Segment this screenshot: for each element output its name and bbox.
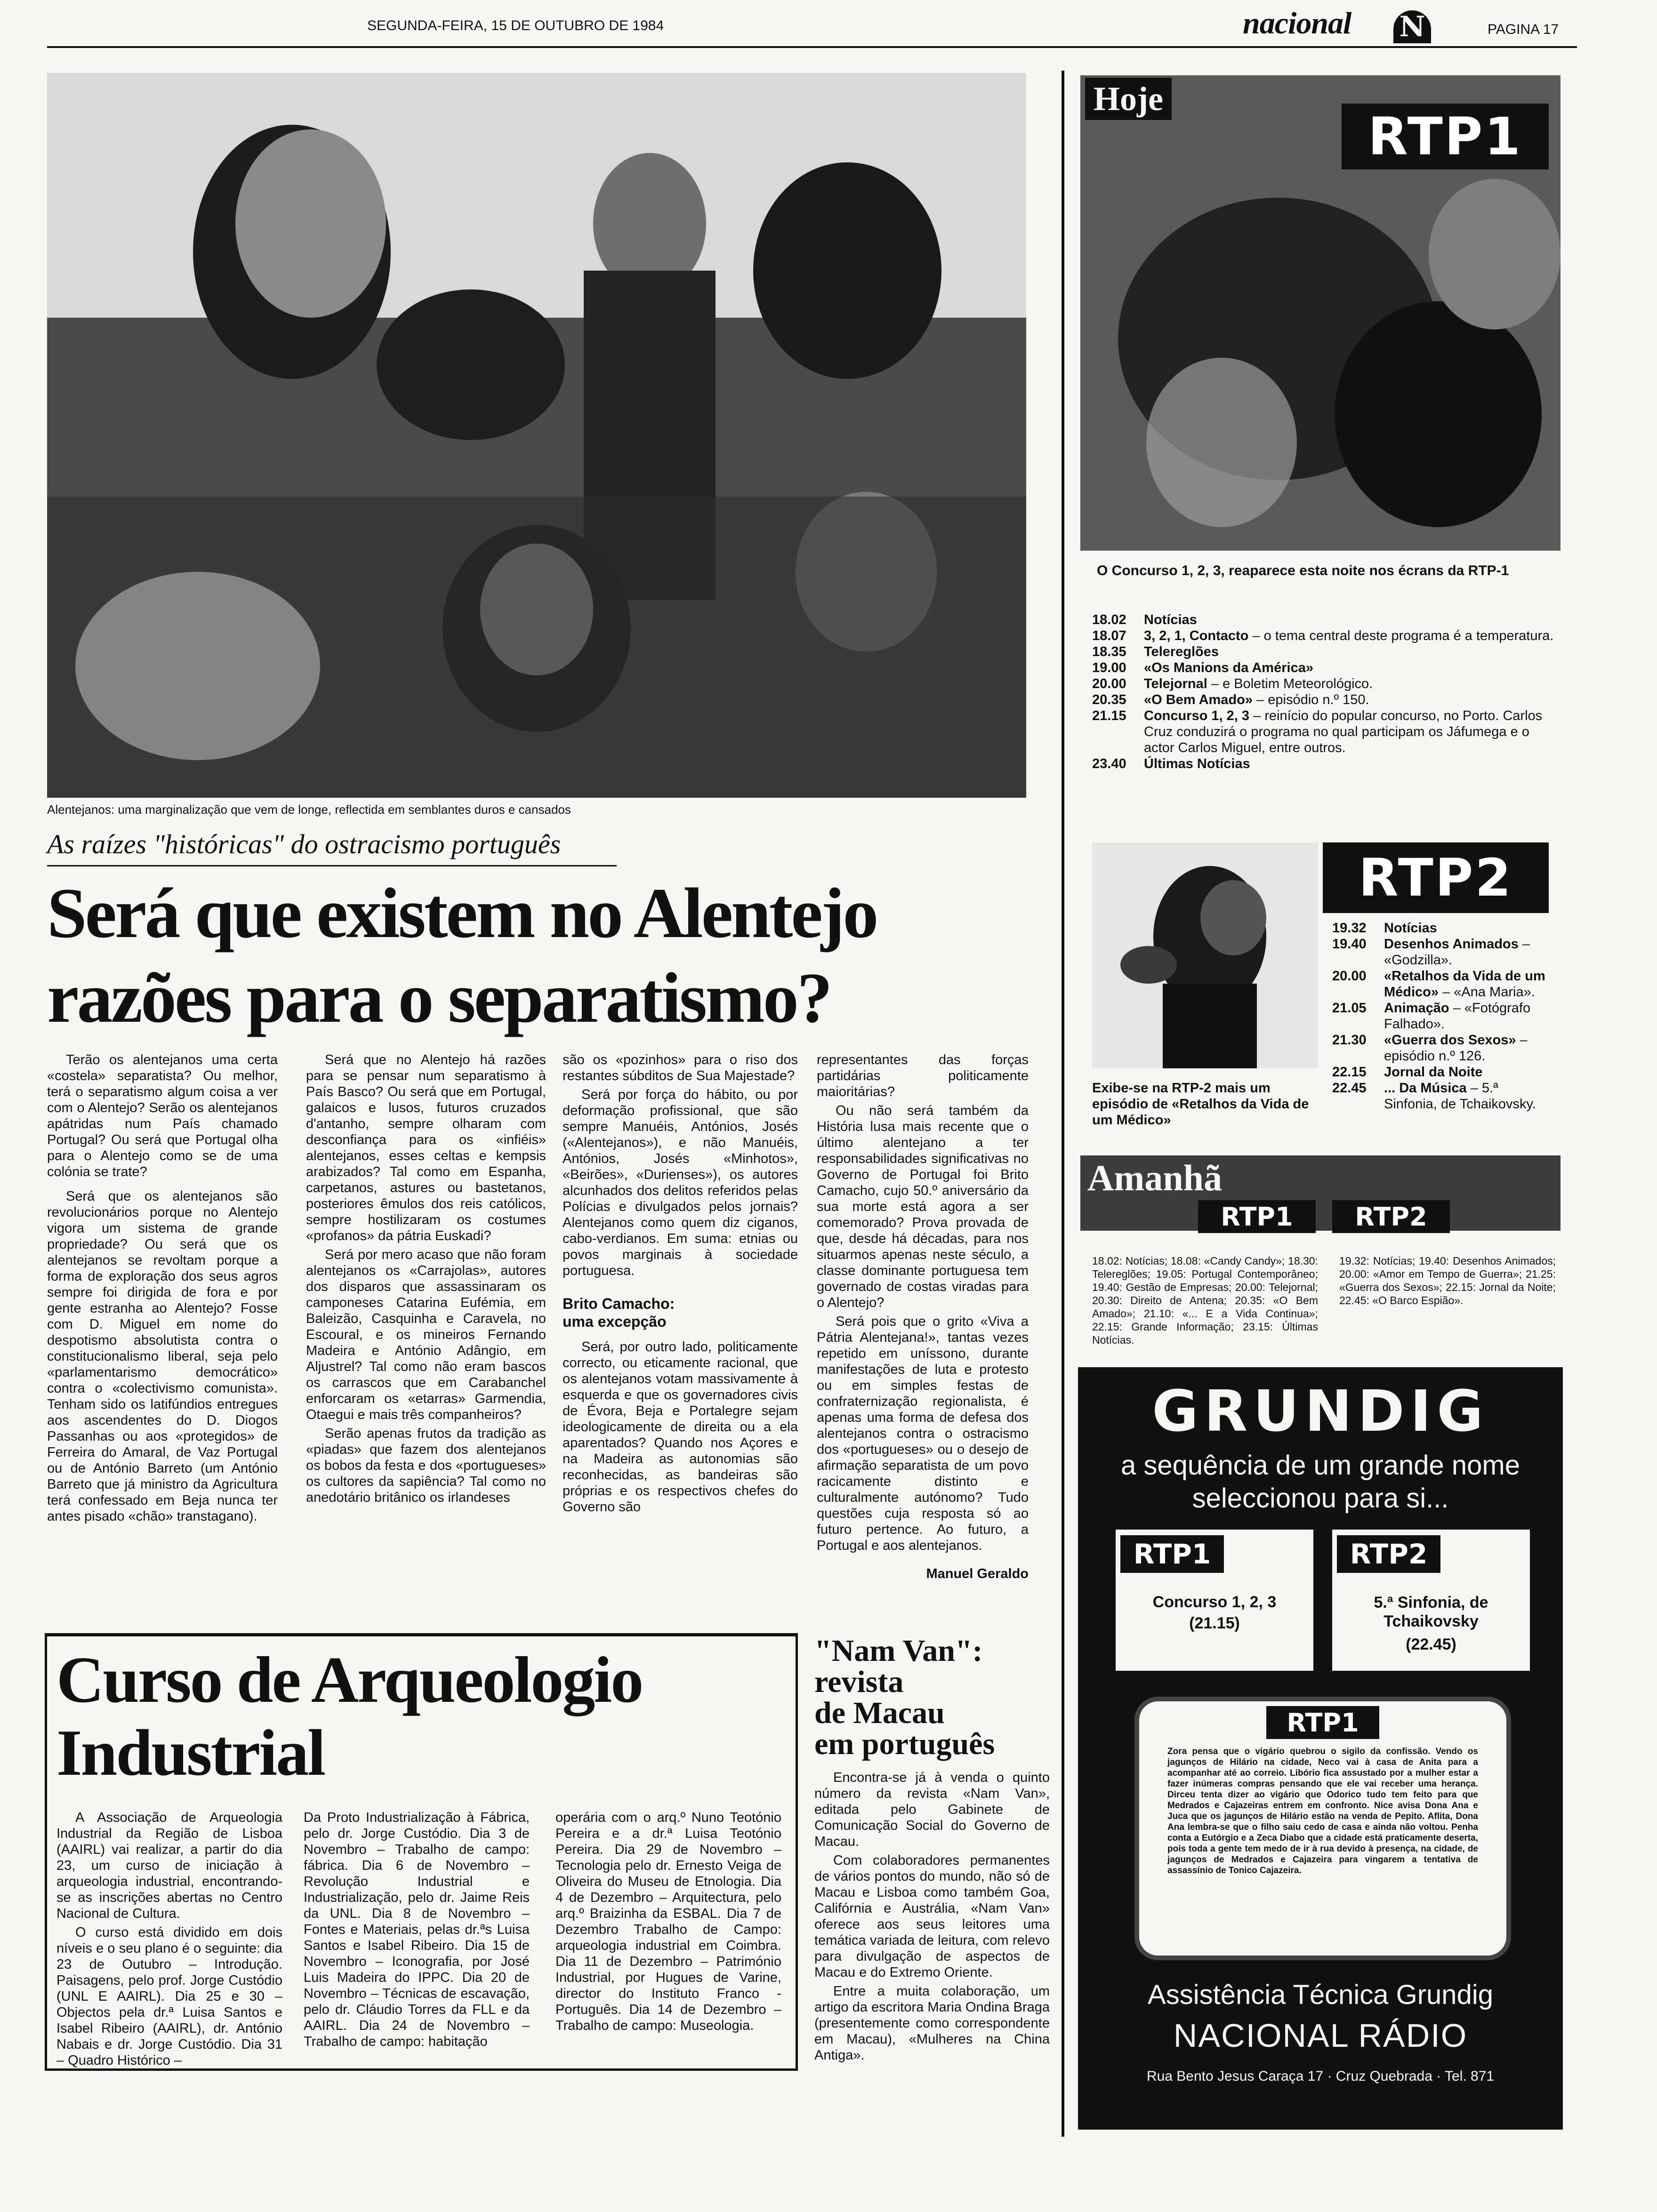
schedule-time: 23.40: [1092, 756, 1126, 771]
arq-headline-line1: Curso de Arqueologio: [56, 1643, 643, 1716]
namvan-headline-line2: revista: [814, 1665, 904, 1699]
tv-photo-2-caption: Exibe-se na RTP-2 mais um episódio de «Retalhos da Vida de um Médico»: [1092, 1081, 1309, 1128]
article-paragraph: Ou não será também da História lusa mais recente que o último alentejano a ter responsabilidades significativas no Governo de Portugal foi Brito Camacho, cujo 50.º aniversário da sua morte está agora a ser comemorado? Prova provada de que, desde há décadas, para nos situarmos apenas neste século, a classe dominante portuguesa tem governado de costas viradas para o Alentejo?: [817, 1103, 1029, 1310]
schedule-desc: – e Boletim Meteorológico.: [1207, 676, 1373, 691]
paper-logo: N: [1393, 10, 1431, 43]
schedule-time: 21.15: [1092, 708, 1126, 723]
schedule-title: Animação: [1384, 1001, 1449, 1016]
rtp2-logo-tomorrow: RTP2: [1332, 1200, 1450, 1233]
namvan-headline-line3: de Macau: [814, 1696, 945, 1730]
schedule-row: [1092, 708, 1558, 756]
schedule-row: [1092, 756, 1558, 772]
tv-column-border: [1062, 71, 1064, 2137]
grundig-slogan-2: seleccionou para si...: [1192, 1483, 1449, 1514]
schedule-title: Telejornal: [1144, 676, 1207, 691]
arq-col-1: [56, 1810, 282, 2071]
schedule-row: [1092, 676, 1558, 692]
arq-paragraph: O curso está dividido em dois níveis e o seu plano é o seguinte: dia 23 de Outubro – Introdução. Paisagens, pelo prof. Jorge Custódio (UNL E AAIRL). Dia 25 e 30 – Objectos pela dr.ª Luisa Santos e Isabel Ribeiro (AAIRL), dr. António Nabais e dr. Jorge Custódio. Dia 31 – Quadro Histórico –: [56, 1925, 282, 2068]
ad-tv-set: [1134, 1697, 1511, 1960]
schedule-title: Telereglões: [1144, 644, 1219, 659]
schedule-row: [1332, 1032, 1553, 1064]
ad-rtp1-logo: RTP1: [1120, 1535, 1224, 1573]
article-paragraph: Será pois que o grito «Viva a Pátria Alentejana!», tantas vezes repetido em uníssono, durante manifestações de luta e protesto ou em simples festas de confraternização regionalista, é apenas uma forma de defesa dos alentejanos contra o ostracismo dos «portugueses» ou o desejo de afirmação separatista de um povo racicamente distinto e culturalmente autónomo? Tudo questões cuja resposta só ao futuro pertence. Ao futuro, a Portugal e aos alentejanos.: [817, 1314, 1029, 1553]
article-col-4: [817, 1052, 1029, 1582]
ad-tv-synopsis: Zora pensa que o vigário quebrou o sigilo da confissão. Vendo os jagunços de Hilário na cidade, Neco vai à casa de Anita para a acompanhar até ao correio. Libório fica assustado por a mulher estar a fazer inúmeras compras pensando que ele vai receber uma herança. Dirceu tenta dizer ao vigário que Odorico tudo tem feito para que Medrados e Cajazeiras entrem em confronto. Nice avisa Dona Ana e Juca que os jagunços de Hilário estão na venda de Pepito. Aflita, Dona Ana lembra-se que o filho saiu cedo de casa e ainda não voltou. Penha conta a Eutórgio e a Zeca Diabo que a cidade está praticamente deserta, pois toda a gente tem medo de ir à rua devido à presença, na cidade, de jagunços de Medrados e Cajazeira para vingarem a tentativa de assassínio de Tonico Cajazeira.: [1167, 1747, 1478, 1875]
schedule-row: [1332, 1064, 1553, 1080]
schedule-time: 20.00: [1092, 676, 1126, 691]
namvan-headline-line4: em português: [814, 1727, 995, 1761]
article-paragraph: são os «pozinhos» para o riso dos restantes súbditos de Sua Majestade?: [563, 1052, 798, 1083]
schedule-row: [1092, 644, 1558, 660]
rtp1-logo-tomorrow: RTP1: [1198, 1200, 1316, 1233]
subhead-line-2: uma excepção: [563, 1313, 667, 1330]
article-author: Manuel Geraldo: [926, 1566, 1029, 1581]
article-paragraph: Será por mero acaso que não foram alentejanos os «Carrajolas», autores dos disparos que assassinaram os camponeses Catarina Eufémia, em Baleizão, Casquinha e Caravela, no Escoural, e os mineiros Fernando Madeira e António Adângio, em Aljustrel? Tal como não eram bascos os carrascos que em Carabanchel enforcaram os «etarras» Garmendia, Otaegui e mais três companheiros?: [306, 1247, 546, 1422]
page-number: PAGINA 17: [1488, 22, 1559, 37]
schedule-title: 3, 2, 1, Contacto: [1144, 628, 1249, 643]
ad-footer-service: Assistência Técnica Grundig: [1148, 1980, 1493, 2010]
article-col-2: [306, 1052, 546, 1508]
schedule-row: [1332, 1080, 1553, 1112]
grundig-slogan-1: a sequência de um grande nome: [1120, 1450, 1520, 1481]
article-paragraph: Será que os alentejanos são revolucionários porque no Alentejo vigora um sistema de grande propriedade? Ou será que os alentejanos se revoltam porque a forma de exploração dos seus agros sempre foi dirigida de fora e por gente estranha ao Alentejo? Fosse com D. Miguel em nome do despotismo absolutista contra o constitucionalismo liberal, seja pelo «parlamentarismo democrático» contra o «colectivismo comunista». Tenham sido os latifúndios entregues aos ascendentes do D. Diogos Passanhas ou aos «protegidos» de Ferreira do Amaral, de Vaz Portugal ou de António Barreto (um António Barreto que já ministro da Agricultura terá confessado em Beja nunca ter antes pisado «chão» transtagano).: [47, 1189, 278, 1524]
ad-rtp1-program: Concurso 1, 2, 3: [1152, 1593, 1277, 1611]
rtp2-schedule: [1332, 920, 1553, 1112]
article-paragraph: Serão apenas frutos da tradição as «piadas» que fazem dos alentejanos os bobos da festa e dos «portugueses» os cultores da sapiência? Tal como no anedotário britânico os irlandeses: [306, 1426, 546, 1505]
paper-name: nacional: [1243, 6, 1351, 40]
article-col-3: [563, 1052, 798, 1518]
main-photo: [47, 73, 1026, 798]
schedule-title: «O Bem Amado»: [1144, 692, 1253, 707]
ad-rtp2-time: (22.45): [1406, 1635, 1456, 1653]
schedule-desc: – «Godzilla».: [1384, 937, 1530, 968]
schedule-time: 22.15: [1332, 1065, 1367, 1080]
article-col-1: [47, 1052, 278, 1527]
schedule-title: «Os Manions da América»: [1144, 660, 1313, 675]
schedule-row: [1092, 612, 1558, 628]
main-photo-caption: Alentejanos: uma marginalização que vem de longe, reflectida em semblantes duros e cansados: [47, 802, 571, 817]
ad-rtp2-logo: RTP2: [1337, 1535, 1440, 1573]
namvan-headline-line1: "Nam Van":: [814, 1634, 983, 1668]
schedule-row: [1332, 1000, 1553, 1032]
schedule-title: «Guerra dos Sexos»: [1384, 1033, 1516, 1048]
article-paragraph: Será, por outro lado, politicamente correcto, ou eticamente racional, que os alentejanos votam massivamente à esquerda e que os governadores civis de Évora, Beja e Portalegre sejam ideologicamente de direita ou a ela aparentados? Quando nos Açores e na Madeira as autonomias são reconhecidas, as bandeiras são próprias e os respectivos chefes do Governo são: [563, 1339, 798, 1515]
schedule-desc: – episódio n.º 150.: [1253, 692, 1369, 707]
tv-photo-2: [1092, 842, 1318, 1068]
schedule-row: [1332, 936, 1553, 968]
schedule-title: Jornal da Noite: [1384, 1065, 1483, 1080]
article-kicker: As raízes "históricas" do ostracismo português: [47, 829, 561, 859]
amanha-rtp1-schedule: 18.02: Notícias; 18.08: «Candy Candy»; 18.30: Telereglões; 19.05: Portugal Contemporâneo; 19.40: Gestão de Empresas; 20.00: Telejornal; 20.30: Direito de Antena; 20.35: «O Bem Amado»; 21.10: «... E a Vida Continua»; 22.15: Grande Informação; 23.15: Últimas Notícias.: [1092, 1255, 1318, 1346]
arq-headline-line2: Industrial: [56, 1716, 325, 1789]
namvan-paragraph: Encontra-se já à venda o quinto número da revista «Nam Van», editada pelo Gabinete de Comunicação Social do Governo de Macau.: [814, 1770, 1050, 1849]
schedule-time: 19.00: [1092, 660, 1126, 675]
schedule-time: 18.35: [1092, 644, 1126, 659]
schedule-row: [1092, 628, 1558, 644]
schedule-desc: – «Ana Maria».: [1439, 985, 1535, 1000]
schedule-title: Concurso 1, 2, 3: [1144, 708, 1250, 723]
schedule-desc: – 5.ª Sinfonia, de Tchaikovsky.: [1384, 1081, 1536, 1112]
header-rule: [47, 46, 1577, 48]
ad-tv-rtp1-logo: RTP1: [1266, 1706, 1379, 1739]
schedule-title: Desenhos Animados: [1384, 937, 1519, 952]
tv-photo-2-art: [1092, 842, 1318, 1068]
grundig-brand: GRUNDIG: [1152, 1379, 1489, 1444]
schedule-time: 22.45: [1332, 1081, 1367, 1096]
ad-pick-rtp2: [1332, 1530, 1530, 1671]
ad-footer-company: NACIONAL RÁDIO: [1173, 2017, 1468, 2054]
schedule-time: 19.40: [1332, 937, 1367, 952]
schedule-row: [1092, 660, 1558, 676]
schedule-title: Últimas Notícias: [1144, 756, 1250, 771]
article-paragraph: Será que no Alentejo há razões para se pensar num separatismo à País Basco? Ou será que em Portugal, galaicos e lusos, futuros cruzados d'antanho, sempre olharam com desconfiança para os «infiéis» alentejanos, esses celtas e kempsis arabizados? Tal como em Espanha, carpetanos, astures ou bastetanos, posteriores êmulos dos reis católicos, sempre hostilizaram os costumes «profanos» da pátria Euskadi?: [306, 1052, 546, 1243]
schedule-time: 20.35: [1092, 692, 1126, 707]
schedule-desc: – o tema central deste programa é a temperatura.: [1248, 628, 1554, 643]
ad-rtp2-program: 5.ª Sinfonia, de Tchaikovsky: [1374, 1594, 1488, 1630]
article-paragraph: Terão os alentejanos uma certa «costela» separatista? Ou melhor, terá o separatismo algum coisa a ver com o Alentejo? Serão os alentejanos apátridas num País chamado Portugal? Ou será que Portugal olha para o Alentejo como se de uma colónia se trate?: [47, 1052, 278, 1179]
rtp1-logo-today: RTP1: [1342, 104, 1549, 169]
schedule-desc: – «Fotógrafo Falhado».: [1384, 1001, 1531, 1032]
arq-paragraph: Da Proto Industrialização à Fábrica, pelo dr. Jorge Custódio. Dia 3 de Novembro – Trabalho de campo: fábrica. Dia 6 de Novembro – Revolução Industrial e Industrialização, pelo dr. Jaime Reis da UNL. Dia 8 de Novembro – Fontes e Materiais, pelas dr.ªs Luisa Santos e Isabel Ribeiro. Dia 15 de Novembro – Iconografia, por José Luis Madeira do IPPC. Dia 20 de Novembro – Técnicas de escavação, pelo dr. Cláudio Torres da FLL e da AAIRL. Dia 24 de Novembro – Trabalho de campo: habitação: [304, 1810, 530, 2049]
tv-photo-1-caption: O Concurso 1, 2, 3, reaparece esta noite nos écrans da RTP-1: [1097, 563, 1509, 578]
schedule-title: ... Da Música: [1384, 1081, 1467, 1096]
hoje-label: Hoje: [1085, 78, 1172, 120]
article-headline-line1: Será que existem no Alentejo: [47, 874, 877, 953]
namvan-paragraph: Com colaboradores permanentes de vários pontos do mundo, não só de Macau e Lisboa como também Goa, Califórnia e Austrália, «Nam Van» oferece aos seus leitores uma temática variada de leitura, com relevo para divulgação de aspectos de Macau e do Extremo Oriente.: [814, 1853, 1050, 1980]
amanha-label: Amanhã: [1087, 1157, 1223, 1198]
header-date: SEGUNDA-FEIRA, 15 DE OUTUBRO DE 1984: [367, 18, 664, 33]
schedule-row: [1332, 968, 1553, 1000]
rtp2-logo-today: RTP2: [1323, 842, 1549, 913]
schedule-title: Notícias: [1384, 921, 1437, 936]
arq-col-2: [304, 1810, 530, 2052]
arq-col-3: [555, 1810, 781, 2036]
schedule-time: 18.02: [1092, 612, 1126, 627]
ad-pick-rtp1: [1116, 1530, 1313, 1671]
main-photo-art: [47, 73, 1026, 798]
article-paragraph: Será por força do hábito, ou por deformação profissional, que são sempre Manuéis, Antónios, Josés («Alentejanos»), e não Manuéis, Antónios, Josés «Minhotos», «Beirões», «Durienses»), os autores alcunhados dos delitos referidos pelas Polícias e divulgados pelos jornais? Alentejanos como quem diz ciganos, cabo-verdianos. Em suma: etnias ou povos marginais à sociedade portuguesa.: [563, 1087, 798, 1278]
schedule-time: 21.05: [1332, 1001, 1367, 1016]
schedule-title: «Retalhos da Vida de um Médico»: [1384, 969, 1545, 1000]
schedule-time: 21.30: [1332, 1033, 1367, 1048]
schedule-time: 19.32: [1332, 921, 1367, 936]
namvan-headline: [814, 1635, 995, 1760]
amanha-rtp2-schedule: 19.32: Notícias; 19.40: Desenhos Animados; 20.00: «Amor em Tempo de Guerra»; 21.25: «Guerra dos Sexos»; 22.15: Jornal da Noite; 22.45: «O Barco Espião».: [1339, 1255, 1556, 1306]
rtp1-schedule: [1092, 612, 1558, 772]
grundig-ad: [1078, 1367, 1563, 2130]
schedule-row: [1332, 920, 1553, 936]
schedule-row: [1092, 692, 1558, 708]
kicker-rule: [47, 865, 617, 866]
article-headline-line2: razões para o separatismo?: [47, 958, 831, 1037]
schedule-desc: – episódio n.º 126.: [1384, 1033, 1528, 1064]
arq-paragraph: operária com o arq.º Nuno Teotónio Pereira e a dr.ª Luisa Teotónio Pereira. Dia 29 de Novembro – Tecnologia pelo dr. Ernesto Veiga de Oliveira do Museu de Etnologia. Dia 4 de Dezembro – Arquitectura, pelo arq.º Braizinha da ESBAL. Dia 7 de Dezembro Trabalho de Campo: arqueologia industrial em Coimbra. Dia 11 de Dezembro – Património Industrial, por Hugues de Varine, director do Instituto Franco - Português. Dia 14 de Dezembro – Trabalho de campo: Museologia.: [555, 1810, 781, 2033]
article-subhead: [563, 1295, 798, 1330]
namvan-paragraph: Entre a muita colaboração, um artigo da escritora Maria Ondina Braga (presentemente como correspondente em Macau), «Mulheres na China Antiga».: [814, 1984, 1050, 2063]
ad-rtp1-time: (21.15): [1189, 1614, 1240, 1632]
schedule-title: Notícias: [1144, 612, 1197, 627]
subhead-line-1: Brito Camacho:: [563, 1295, 675, 1312]
schedule-time: 18.07: [1092, 628, 1126, 643]
ad-footer-address: Rua Bento Jesus Caraça 17 · Cruz Quebrada · Tel. 871: [1146, 2068, 1495, 2084]
schedule-desc: – reinício do popular concurso, no Porto. Carlos Cruz conduzirá o programa no qual participam os Jáfumega e o actor Carlos Miguel, entre outros.: [1144, 708, 1543, 755]
arq-paragraph: A Associação de Arqueologia Industrial da Região de Lisboa (AAIRL) vai realizar, a partir do dia 23, um curso de iniciação à arqueologia industrial, encontrando-se as inscrições abertas no Centro Nacional de Cultura.: [56, 1810, 282, 1921]
namvan-body: [814, 1770, 1050, 2066]
schedule-time: 20.00: [1332, 969, 1367, 984]
article-paragraph: representantes das forças partidárias politicamente maioritárias?: [817, 1052, 1029, 1099]
